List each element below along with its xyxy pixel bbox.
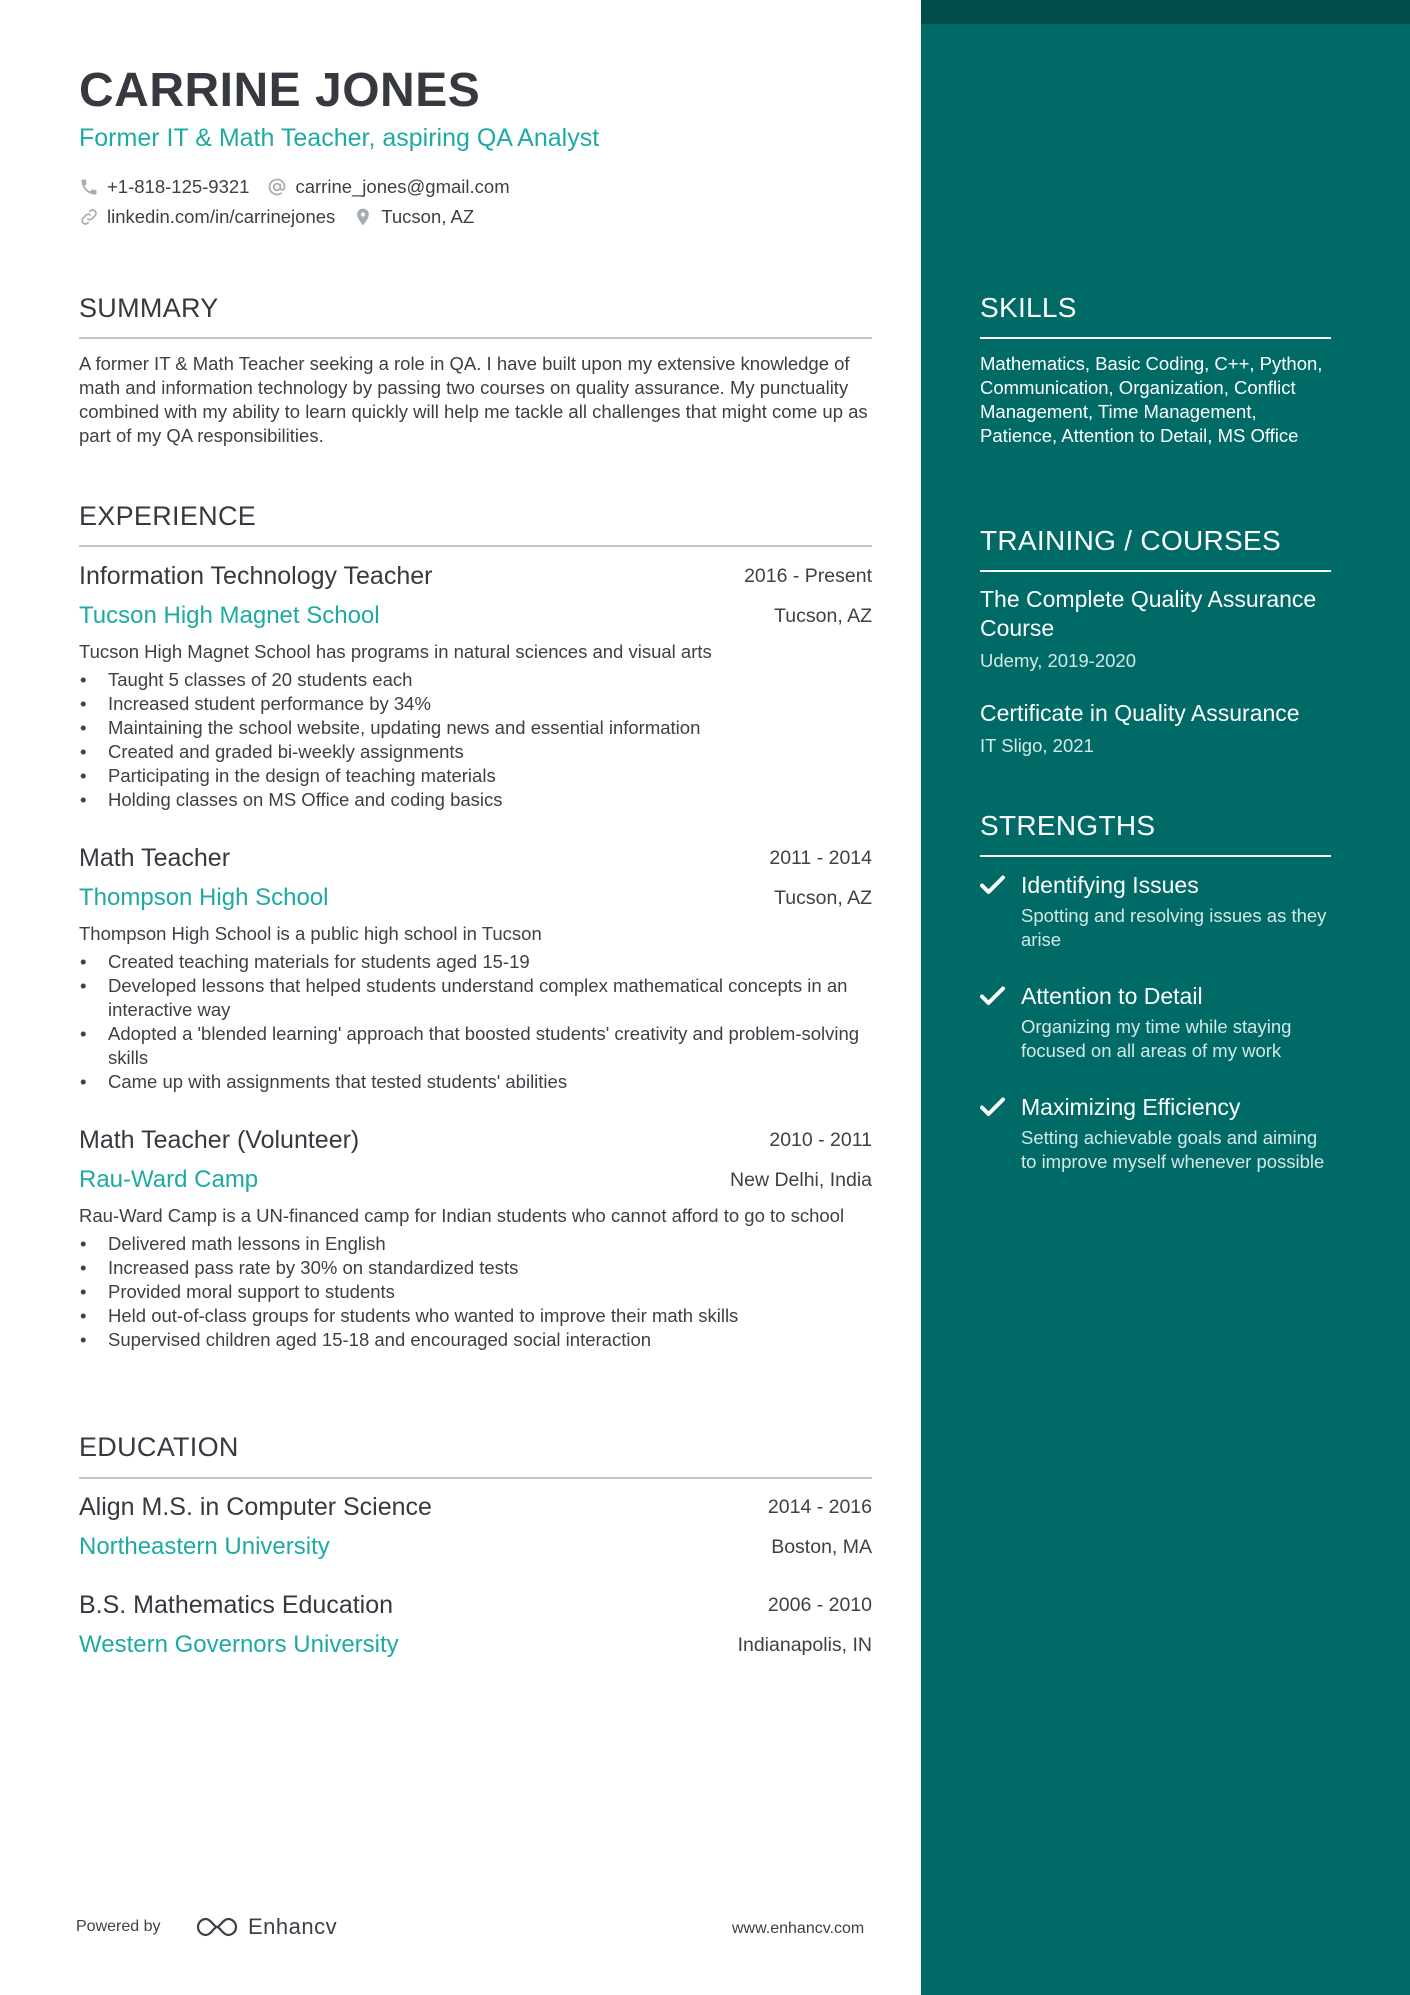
candidate-title: Former IT & Math Teacher, aspiring QA Analyst [79,124,600,152]
at-icon [267,177,287,197]
footer-url[interactable]: www.enhancv.com [732,1920,865,1937]
location-pin-icon [353,207,373,227]
sidebar [921,0,1410,1995]
achievement-item: • Delivered math lessons in English [79,1232,872,1256]
achievement-item: • Adopted a 'blended learning' approach that boosted students' creativity and problem-solving skills [79,1022,872,1070]
job-dates: 2010 - 2011 [769,1129,872,1151]
strengths-heading: STRENGTHS [980,810,1156,841]
strength-title: Identifying Issues [1021,871,1199,898]
checkmark-icon [980,875,1005,895]
strength-description: Setting achievable goals and aiming to improve myself whenever possible [1021,1127,1325,1172]
achievement-item: • Developed lessons that helped students understand complex mathematical concepts in an interactive way [79,974,872,1022]
strength-description: Spotting and resolving issues as they arise [1021,905,1327,950]
location-contact [353,206,474,228]
strengths-divider [980,855,1331,857]
job-location: Tucson, AZ [774,605,872,627]
contact-info [79,172,872,232]
powered-by-label: Powered by [76,1918,161,1935]
training-heading: TRAINING / COURSES [980,525,1281,556]
course-title: The Complete Quality Assurance Course [980,586,1317,641]
job-title: Information Technology Teacher [79,562,433,590]
course-title: Certificate in Quality Assurance [980,700,1300,726]
achievement-list [79,950,872,1094]
company-name: Thompson High School [79,884,329,911]
job-location: New Delhi, India [730,1169,872,1191]
job-title: Math Teacher [79,844,231,872]
phone-icon [79,177,99,197]
link-icon [79,207,99,227]
experience-divider [79,545,872,547]
checkmark-icon [980,1097,1005,1117]
skills-text: Mathematics, Basic Coding, C++, Python, Communication, Organization, Conflict Management, Time Management, Patience, Attention to Detail, MS Office [980,353,1323,446]
achievement-list [79,1232,872,1352]
education-entry [79,1589,872,1661]
strength-item [980,981,1331,1063]
enhancv-logo[interactable] [194,1914,337,1940]
email-contact[interactable] [267,176,509,198]
summary-text: A former IT & Math Teacher seeking a role in QA. I have built upon my extensive knowledge of math and information technology by passing two courses on quality assurance. My punctuality combined with my ability to learn quickly will help me tackle all challenges that might come up as part of my QA responsibilities. [79,353,868,446]
achievement-item: • Came up with assignments that tested students' abilities [79,1070,872,1094]
degree-title: B.S. Mathematics Education [79,1591,394,1619]
education-dates: 2014 - 2016 [767,1496,872,1518]
achievement-item: • Held out-of-class groups for students who wanted to improve their math skills [79,1304,872,1328]
experience-heading: EXPERIENCE [79,501,257,531]
education-dates: 2006 - 2010 [767,1594,872,1616]
school-location: Boston, MA [771,1536,872,1558]
sidebar-top-bar [921,0,1410,24]
job-dates: 2016 - Present [744,565,872,587]
candidate-name: CARRINE JONES [79,64,481,117]
summary-divider [79,337,872,339]
course-provider: Udemy, 2019-2020 [980,650,1136,671]
achievement-item: • Maintaining the school website, updating news and essential information [79,716,872,740]
education-entry [79,1491,872,1563]
experience-entry [79,560,872,812]
infinity-logo-icon [194,1915,240,1939]
brand-name: Enhancv [248,1914,338,1939]
school-name: Northeastern University [79,1533,330,1560]
company-description: Rau-Ward Camp is a UN-financed camp for Indian students who cannot afford to go to school [79,1205,845,1226]
email-address: carrine_jones@gmail.com [295,176,510,197]
company-name: Tucson High Magnet School [79,602,380,629]
company-name: Rau-Ward Camp [79,1166,259,1193]
achievement-item: • Participating in the design of teaching materials [79,764,872,788]
training-divider [980,570,1331,572]
checkmark-icon [980,986,1005,1006]
school-location: Indianapolis, IN [737,1634,872,1656]
achievement-item: • Increased student performance by 34% [79,692,872,716]
achievement-item: • Created teaching materials for students aged 15-19 [79,950,872,974]
job-title: Math Teacher (Volunteer) [79,1126,360,1154]
experience-entry [79,1124,872,1352]
strength-title: Attention to Detail [1021,982,1203,1009]
school-name: Western Governors University [79,1631,399,1658]
degree-title: Align M.S. in Computer Science [79,1493,432,1521]
skills-divider [980,337,1331,339]
achievement-item: • Taught 5 classes of 20 students each [79,668,872,692]
company-description: Tucson High Magnet School has programs in natural sciences and visual arts [79,641,712,662]
achievement-item: • Supervised children aged 15-18 and encouraged social interaction [79,1328,872,1352]
job-location: Tucson, AZ [774,887,872,909]
education-heading: EDUCATION [79,1432,239,1462]
achievement-item: • Increased pass rate by 30% on standardized tests [79,1256,872,1280]
achievement-list [79,668,872,812]
strength-description: Organizing my time while staying focused on all areas of my work [1021,1016,1292,1061]
strength-item [980,870,1331,952]
achievement-item: • Holding classes on MS Office and coding basics [79,788,872,812]
strength-title: Maximizing Efficiency [1021,1093,1241,1120]
skills-heading: SKILLS [980,292,1077,323]
linkedin-contact[interactable] [79,206,335,228]
phone-contact[interactable] [79,176,249,198]
education-divider [79,1477,872,1479]
linkedin-url: linkedin.com/in/carrinejones [107,206,336,227]
achievement-item: • Created and graded bi-weekly assignments [79,740,872,764]
course-provider: IT Sligo, 2021 [980,735,1094,756]
experience-entry [79,842,872,1094]
job-dates: 2011 - 2014 [769,847,872,869]
phone-number: +1-818-125-9321 [107,176,250,197]
company-description: Thompson High School is a public high school in Tucson [79,923,542,944]
strength-item [980,1092,1331,1174]
location-text: Tucson, AZ [381,206,475,227]
achievement-item: • Provided moral support to students [79,1280,872,1304]
summary-heading: SUMMARY [79,293,219,323]
